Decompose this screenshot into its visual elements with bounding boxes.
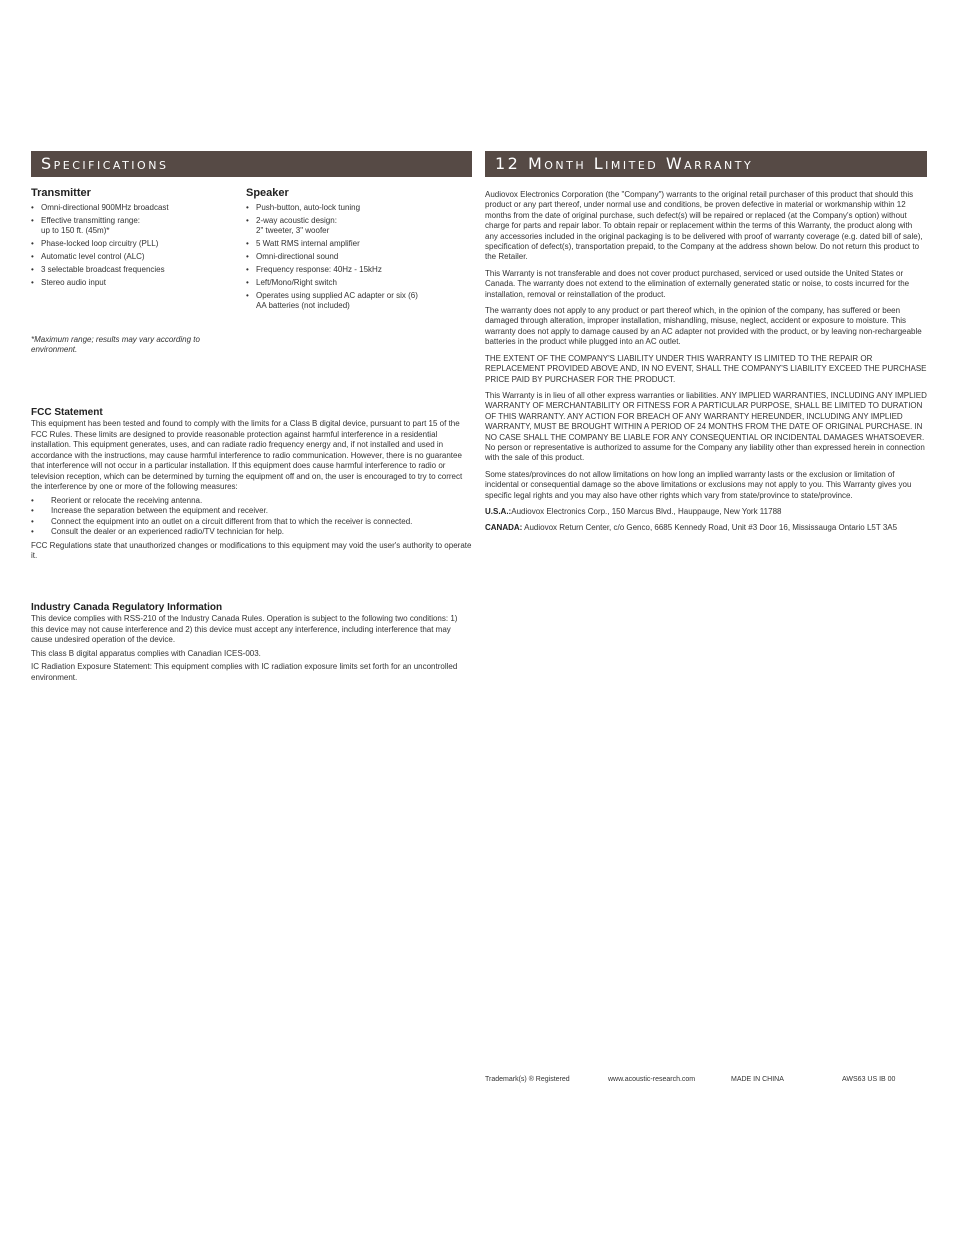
warranty-banner xyxy=(485,151,927,177)
specifications-title: Specifications xyxy=(41,154,169,173)
list-item: • Operates using supplied AC adapter or six (6) AA batteries (not included) xyxy=(246,291,472,311)
warranty-paragraph: This Warranty is not transferable and does not cover product purchased, serviced or used outside the United States or Canada. The warranty does not extend to the elimination of externally generated static or noise, to costs incurred for the installation, removal or reinstallation of the product. xyxy=(485,268,910,299)
transmitter-heading: Transmitter xyxy=(31,187,91,199)
specifications-banner xyxy=(31,151,472,177)
list-item: • Increase the separation between the equipment and receiver. xyxy=(31,506,472,517)
industry-canada-paragraph: IC Radiation Exposure Statement: This equipment complies with IC radiation exposure limits set forth for an uncontrolled environment. xyxy=(31,662,458,682)
list-item: • 3 selectable broadcast frequencies xyxy=(31,265,236,275)
canada-address xyxy=(485,523,927,533)
fcc-measures-list xyxy=(31,496,472,538)
list-item: • Stereo audio input xyxy=(31,278,236,288)
list-item: • 2-way acoustic design: 2" tweeter, 3" woofer xyxy=(246,216,472,236)
canada-label: CANADA: xyxy=(485,523,523,533)
canada-address-text: Audiovox Return Center, c/o Genco, 6685 Kennedy Road, Unit #3 Door 16, Mississauga Ontario L5T 3A5 xyxy=(522,523,898,533)
list-item: • Left/Mono/Right switch xyxy=(246,278,472,288)
speaker-list xyxy=(246,203,472,311)
made-in-label: MADE IN CHINA xyxy=(731,1076,784,1083)
fcc-closing: FCC Regulations state that unauthorized changes or modifications to this equipment may void the user's authority to operate it. xyxy=(31,540,472,560)
warranty-paragraph: Audiovox Electronics Corporation (the "Company") warrants to the original retail purchaser of this product that should this product or any part thereof, under normal use and conditions, be proven defective in material or workmanship within 12 months from the date of original purchase, such defect(s) will be repaired or replaced (at the Company's option) without charge for parts and repair labor. To obtain repair or replacement within the terms of this Warranty, the product along with any accessories included in the original packaging is to be delivered with proof of warranty coverage (e.g. dated bill of sale), specification of defect(s), transportation prepaid, to the Company at the address shown below. Do not return this product to the Retailer. xyxy=(485,190,923,262)
usa-address-text: Audiovox Electronics Corp., 150 Marcus Blvd., Hauppauge, New York 11788 xyxy=(511,506,782,516)
industry-canada-paragraph: This class B digital apparatus complies with Canadian ICES-003. xyxy=(31,648,261,658)
list-item: • Omni-directional sound xyxy=(246,252,472,262)
transmitter-section xyxy=(31,187,236,291)
warranty-paragraph: THE EXTENT OF THE COMPANY'S LIABILITY UNDER THIS WARRANTY IS LIMITED TO THE REPAIR OR REPLACEMENT PROVIDED ABOVE AND, IN NO EVENT, SHALL THE COMPANY'S LIABILITY EXCEED THE PURCHASE PRICE PAID BY PURCHASER FOR THE PRODUCT. xyxy=(485,353,927,384)
fcc-section xyxy=(31,407,472,565)
fcc-heading: FCC Statement xyxy=(31,407,103,418)
fcc-intro: This equipment has been tested and found to comply with the limits for a Class B digital device, pursuant to part 15 of the FCC Rules. These limits are designed to provide reasonable protection against harmful interference in a residential installation. This equipment generates, uses, and can radiate radio frequency energy and, if not installed and used in accordance with the instructions, may cause harmful interference to radio communication. However, there is no guarantee that interference will not occur in a particular installation. If this equipment does cause harmful interference to radio or television reception, which can be determined by turning the equipment off and on, the user is encouraged to try to correct the interference by one or more of the following measures: xyxy=(31,419,463,491)
speaker-section xyxy=(246,187,472,314)
industry-canada-heading: Industry Canada Regulatory Information xyxy=(31,602,223,613)
website-link[interactable]: www.acoustic-research.com xyxy=(608,1076,696,1083)
list-item: • Phase-locked loop circuitry (PLL) xyxy=(31,239,236,249)
warranty-paragraph: The warranty does not apply to any product or part thereof which, in the opinion of the company, has suffered or been damaged through alteration, improper installation, mishandling, misuse, neglect, accident or exposure to moisture. This warranty does not apply to damage caused by an AC adapter not provided with the product, or by leaving non-rechargeable batteries in the product while plugged into an AC outlet. xyxy=(485,306,922,347)
warranty-paragraph: Some states/provinces do not allow limitations on how long an implied warranty lasts or the exclusion or limitation of incidental or consequential damage so the above limitations or exclusions may not apply to you. This Warranty gives you specific legal rights and you may also have other rights which vary from state/province to state/province. xyxy=(485,469,912,500)
warranty-title: 12 Month Limited Warranty xyxy=(495,154,754,173)
warranty-section xyxy=(485,190,927,540)
list-item: • Frequency response: 40Hz - 15kHz xyxy=(246,265,472,275)
list-item: • Connect the equipment into an outlet on a circuit different from that to which the receiver is connected. xyxy=(31,517,472,528)
warranty-paragraph: This Warranty is in lieu of all other express warranties or liabilities. ANY IMPLIED WARRANTIES, INCLUDING ANY IMPLIED WARRANTY OF MERCHANTABILITY OR FITNESS FOR A PARTICULAR PURPOSE, SHALL BE LIMITED TO DURATION OF THIS WARRANTY. ANY ACTION FOR BREACH OF ANY WARRANTY HEREUNDER, INCLUDING ANY IMPLIED WARRANTY, MUST BE BROUGHT WITHIN A PERIOD OF 24 MONTHS FROM THE DATE OF ORIGINAL PURCHASE. IN NO CASE SHALL THE COMPANY BE LIABLE FOR ANY CONSEQUENTIAL OR INCIDENTAL DAMAGES WHATSOEVER. No person or representative is authorized to assume for the Company any liability other than expressed herein in connection with the sale of this product. xyxy=(485,390,927,463)
list-item: • Effective transmitting range: up to 150 ft. (45m)* xyxy=(31,216,236,236)
industry-canada-paragraph: This device complies with RSS-210 of the Industry Canada Rules. Operation is subject to the following two conditions: 1) this device may not cause interference and 2) this device must accept any interference, including interference that may cause undesired operation of the device. xyxy=(31,614,458,644)
document-code: AWS63 US IB 00 xyxy=(842,1076,896,1083)
list-item: • Push-button, auto-lock tuning xyxy=(246,203,472,213)
trademark-notice: Trademark(s) ® Registered xyxy=(485,1076,570,1083)
list-item: • 5 Watt RMS internal amplifier xyxy=(246,239,472,249)
list-item: • Consult the dealer or an experienced radio/TV technician for help. xyxy=(31,527,472,538)
usa-address xyxy=(485,507,927,517)
speaker-heading: Speaker xyxy=(246,187,289,199)
industry-canada-section xyxy=(31,602,472,686)
range-footnote: *Maximum range; results may vary according to environment. xyxy=(31,335,200,354)
list-item: • Omni-directional 900MHz broadcast xyxy=(31,203,236,213)
transmitter-list xyxy=(31,203,236,288)
list-item: • Automatic level control (ALC) xyxy=(31,252,236,262)
usa-label: U.S.A.: xyxy=(485,506,512,516)
list-item: • Reorient or relocate the receiving antenna. xyxy=(31,496,472,507)
